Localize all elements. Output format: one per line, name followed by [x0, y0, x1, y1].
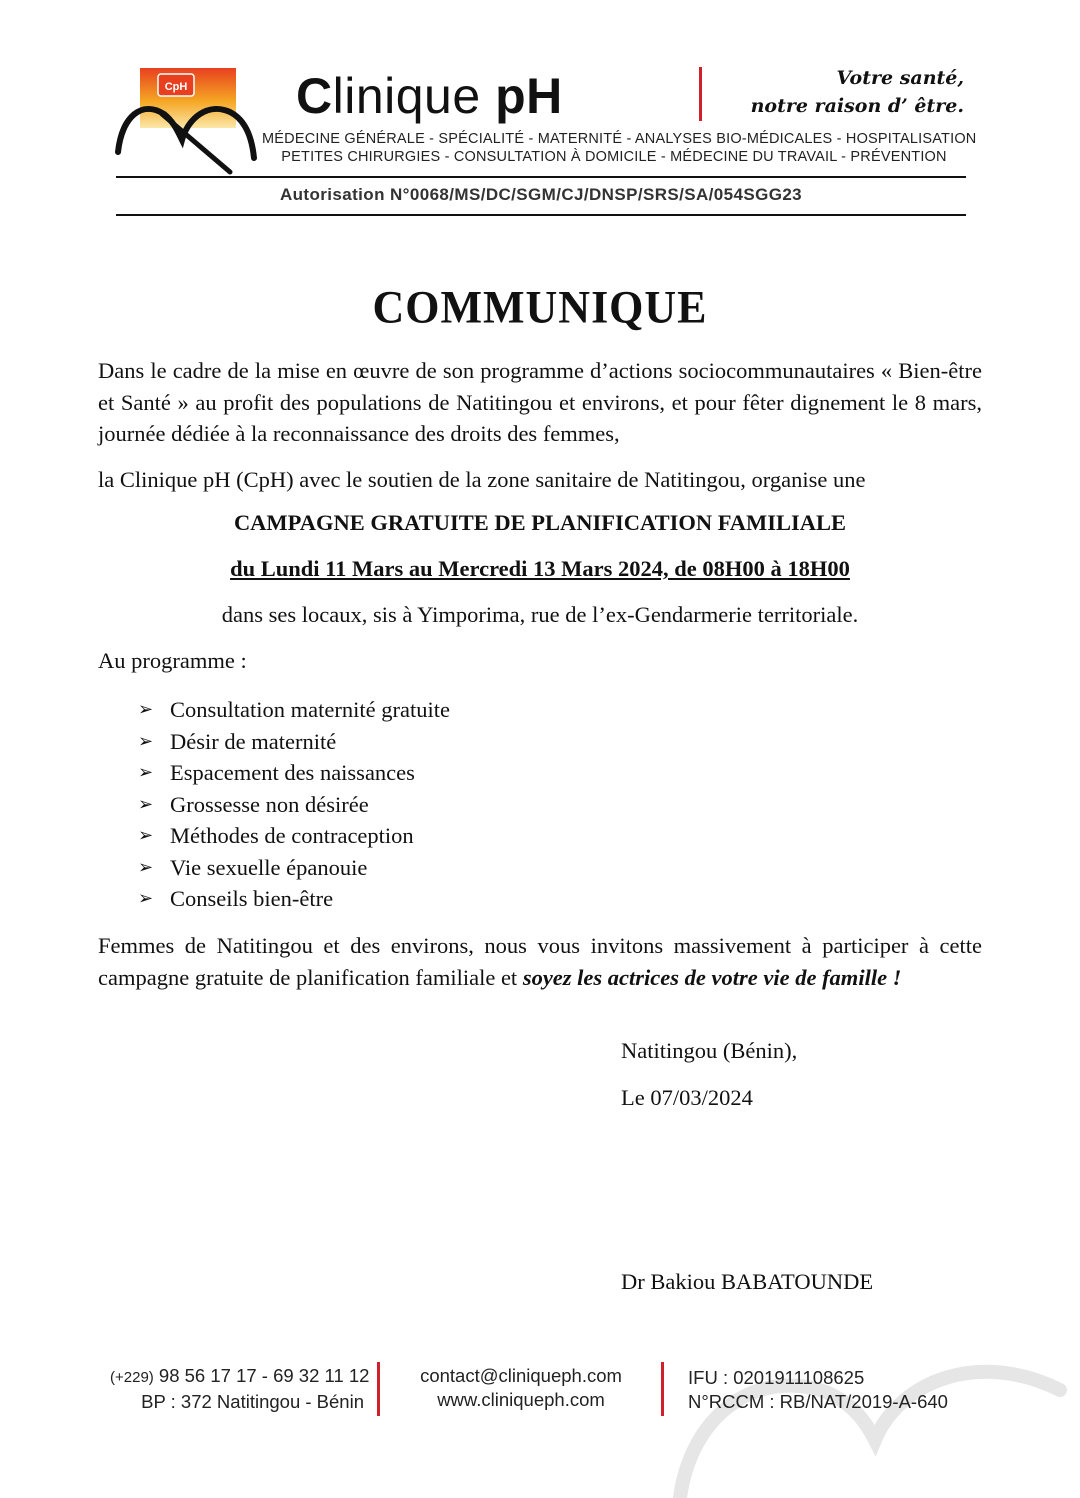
arrowhead-bullet-icon: ➢: [138, 699, 154, 719]
list-item: [138, 789, 450, 821]
arrowhead-bullet-icon: ➢: [138, 888, 154, 908]
footer-divider-1: [377, 1362, 380, 1416]
closing-emphasis: soyez les actrices de votre vie de famille !: [522, 964, 902, 990]
brand-word: linique: [332, 68, 496, 124]
footer-ifu: IFU : 0201911108625: [688, 1367, 865, 1388]
services-line-1: MÉDECINE GÉNÉRALE - SPÉCIALITÉ - MATERNITÉ - ANALYSES BIO-MÉDICALES - HOSPITALISATION: [262, 131, 977, 147]
arrowhead-bullet-icon: ➢: [138, 793, 154, 814]
logo-badge-text: CpH: [164, 81, 188, 93]
brand-ph: pH: [495, 68, 563, 124]
campaign-heading: CAMPAGNE GRATUITE DE PLANIFICATION FAMILIALE: [233, 510, 847, 535]
footer-phones: [110, 1364, 370, 1390]
list-item: [138, 757, 450, 789]
slogan-line-2: notre raison d’ être.: [750, 95, 964, 117]
campaign-location: dans ses locaux, sis à Yimporima, rue de l’ex-Gendarmerie territoriale.: [221, 602, 859, 627]
brand-name: [296, 66, 563, 126]
clinique-ph-logo: [112, 66, 262, 176]
list-item: [138, 820, 450, 852]
list-item-label: Grossesse non désirée: [170, 791, 369, 817]
footer-registration: [688, 1366, 988, 1414]
list-item: [138, 883, 450, 915]
arrowhead-bullet-icon: ➢: [138, 825, 154, 845]
organizer-paragraph: la Clinique pH (CpH) avec le soutien de la zone sanitaire de Natitingou, organise une: [98, 467, 866, 492]
footer-rccm: N°RCCM : RB/NAT/2019-A-640: [688, 1391, 948, 1412]
signature-place: Natitingou (Bénin),: [621, 1038, 798, 1063]
list-item: [138, 694, 450, 726]
document-title: COMMUNIQUE: [372, 281, 708, 334]
list-item-label: Vie sexuelle épanouie: [170, 854, 368, 880]
footer-contact-web: [390, 1364, 652, 1412]
arrowhead-bullet-icon: ➢: [138, 730, 154, 751]
list-item: [138, 852, 450, 884]
closing-text: Femmes de Natitingou et des environs, nous vous invitons massivement à participer à cette campagne gratuite de planification familiale et: [98, 933, 982, 990]
list-item-label: Conseils bien-être: [170, 886, 334, 911]
slogan: [740, 64, 964, 120]
phone-prefix: (+229): [110, 1369, 154, 1386]
campaign-dates: du Lundi 11 Mars au Mercredi 13 Mars 2024, de 08H00 à 18H00: [230, 556, 850, 581]
footer-email[interactable]: contact@cliniqueph.com: [420, 1365, 622, 1386]
services-line-2: PETITES CHIRURGIES - CONSULTATION À DOMICILE - MÉDECINE DU TRAVAIL - PRÉVENTION: [281, 149, 947, 165]
phone-numbers: 98 56 17 17 - 69 32 11 12: [153, 1365, 370, 1386]
slogan-line-1: Votre santé,: [836, 67, 964, 89]
header-divider: [699, 67, 702, 121]
signature-date: Le 07/03/2024: [621, 1085, 753, 1110]
header-rule-bottom: [116, 214, 966, 216]
signatory-name: Dr Bakiou BABATOUNDE: [621, 1269, 874, 1294]
header-rule-top: [116, 176, 966, 178]
list-item-label: Méthodes de contraception: [170, 823, 414, 848]
list-item-label: Espacement des naissances: [170, 760, 415, 785]
list-item: [138, 726, 450, 758]
intro-paragraph: Dans le cadre de la mise en œuvre de son programme d’actions sociocommunautaires « Bien-être et Santé » au profit des populations de Natitingou et environs, et pour fêter dignement le 8 mars, journée dédiée à la reconnaissance des droits des femmes,: [98, 358, 982, 446]
footer-contact-phone: [110, 1364, 370, 1414]
logo-watermark: [660, 1330, 1080, 1498]
authorization-number: Autorisation N°0068/MS/DC/SGM/CJ/DNSP/SRS/SA/054SGG23: [279, 185, 803, 204]
footer-address: BP : 372 Natitingou - Bénin: [141, 1391, 364, 1412]
brand-initial: C: [296, 68, 333, 124]
program-label: Au programme :: [98, 648, 247, 673]
list-item-label: Désir de maternité: [170, 728, 337, 754]
footer-divider-2: [661, 1362, 664, 1416]
arrowhead-bullet-icon: ➢: [138, 762, 154, 782]
program-list: [138, 694, 450, 915]
footer-website[interactable]: www.cliniqueph.com: [437, 1389, 605, 1410]
closing-paragraph: [98, 930, 982, 993]
arrowhead-bullet-icon: ➢: [138, 856, 154, 877]
list-item-label: Consultation maternité gratuite: [170, 697, 450, 722]
